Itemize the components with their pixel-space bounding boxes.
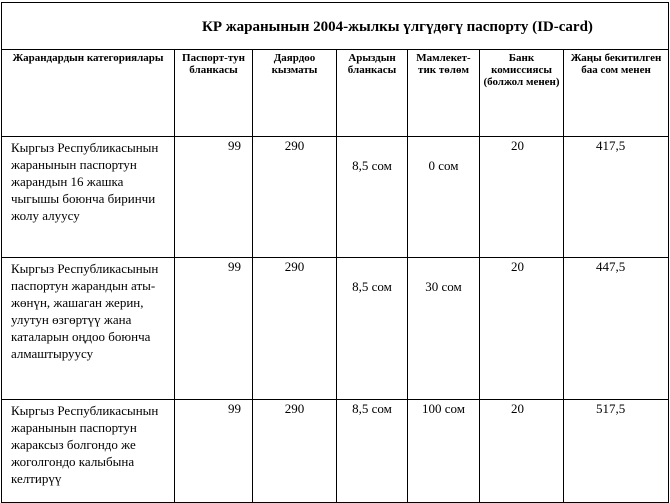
- passport-form-cell: 99: [175, 258, 253, 400]
- table-title: КР жаранынын 2004-жылкы үлгүдөгү паспорту (ID-card): [202, 18, 593, 35]
- header-total: Жаңы бекитилген баа сом менен: [564, 50, 669, 137]
- application-form-cell: 8,5 сом: [337, 400, 408, 503]
- header-application-form: Арыздын бланкасы: [337, 50, 408, 137]
- service-cell: 290: [253, 400, 337, 503]
- table-row: [2, 400, 669, 503]
- application-form-cell: 8,5 сом: [337, 258, 408, 400]
- bank-fee-cell: 20: [480, 258, 564, 400]
- state-fee-cell: 100 сом: [408, 400, 480, 503]
- header-bank-fee: Банк комиссиясы (болжол менен): [480, 50, 564, 137]
- table-row: [2, 258, 669, 400]
- category-cell: Кыргыз Республикасынын жаранынын паспортун жарандын 16 жашка чыгышы боюнча биринчи жолу алуусу: [2, 137, 175, 258]
- service-cell: 290: [253, 137, 337, 258]
- service-cell: 290: [253, 258, 337, 400]
- bank-fee-cell: 20: [480, 400, 564, 503]
- table-title-cell: [2, 3, 669, 50]
- state-fee-cell: 0 сом: [408, 137, 480, 258]
- title-row: [2, 3, 669, 50]
- category-cell: Кыргыз Республикасынын жаранынын паспортун жараксыз болгондо же жоголгондо калыбына келтирүү: [2, 400, 175, 503]
- total-cell: 447,5: [564, 258, 669, 400]
- header-category: Жарандардын категориялары: [2, 50, 175, 137]
- state-fee-cell: 30 сом: [408, 258, 480, 400]
- bank-fee-cell: 20: [480, 137, 564, 258]
- category-cell: Кыргыз Республикасынын паспортун жарандын аты-жөнүн, жашаган жерин, улутун өзгөртүү жана каталарын оңдоо боюнча алмаштыруусу: [2, 258, 175, 400]
- passport-form-cell: 99: [175, 137, 253, 258]
- total-cell: 517,5: [564, 400, 669, 503]
- total-cell: 417,5: [564, 137, 669, 258]
- header-passport-form: Паспорт-тун бланкасы: [175, 50, 253, 137]
- passport-form-cell: 99: [175, 400, 253, 503]
- header-row: [2, 50, 669, 137]
- header-service: Даярдоо кызматы: [253, 50, 337, 137]
- application-form-cell: 8,5 сом: [337, 137, 408, 258]
- table-row: [2, 137, 669, 258]
- header-state-fee: Мамлекет-тик төлөм: [408, 50, 480, 137]
- passport-fee-table: [1, 2, 669, 503]
